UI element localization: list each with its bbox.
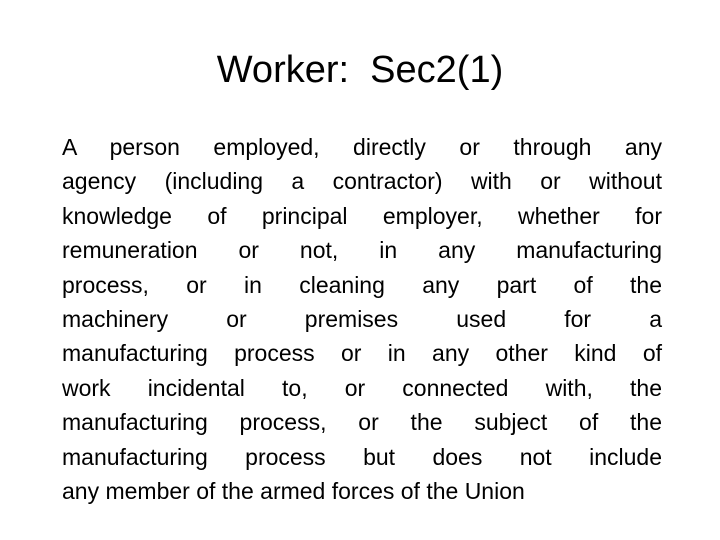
definition-line: knowledge of principal employer, whether for bbox=[62, 202, 662, 229]
definition-line: remuneration or not, in any manufacturing bbox=[62, 237, 662, 264]
slide-title: Worker: Sec2(1) bbox=[216, 49, 504, 91]
definition-line: work incidental to, or connected with, the bbox=[62, 374, 662, 401]
definition-line: process, or in cleaning any part of the bbox=[62, 271, 662, 298]
definition-line: manufacturing process, or the subject of the bbox=[62, 409, 662, 436]
definition-line: machinery or premises used for a bbox=[62, 305, 662, 332]
definition-line: any member of the armed forces of the Union bbox=[62, 477, 525, 504]
definition-text bbox=[62, 130, 662, 508]
definition-line: manufacturing process but does not include bbox=[62, 443, 662, 470]
definition-line: agency (including a contractor) with or without bbox=[62, 168, 662, 195]
definition-line: A person employed, directly or through any bbox=[62, 134, 662, 160]
definition-line: manufacturing process or in any other kind of bbox=[62, 340, 662, 367]
